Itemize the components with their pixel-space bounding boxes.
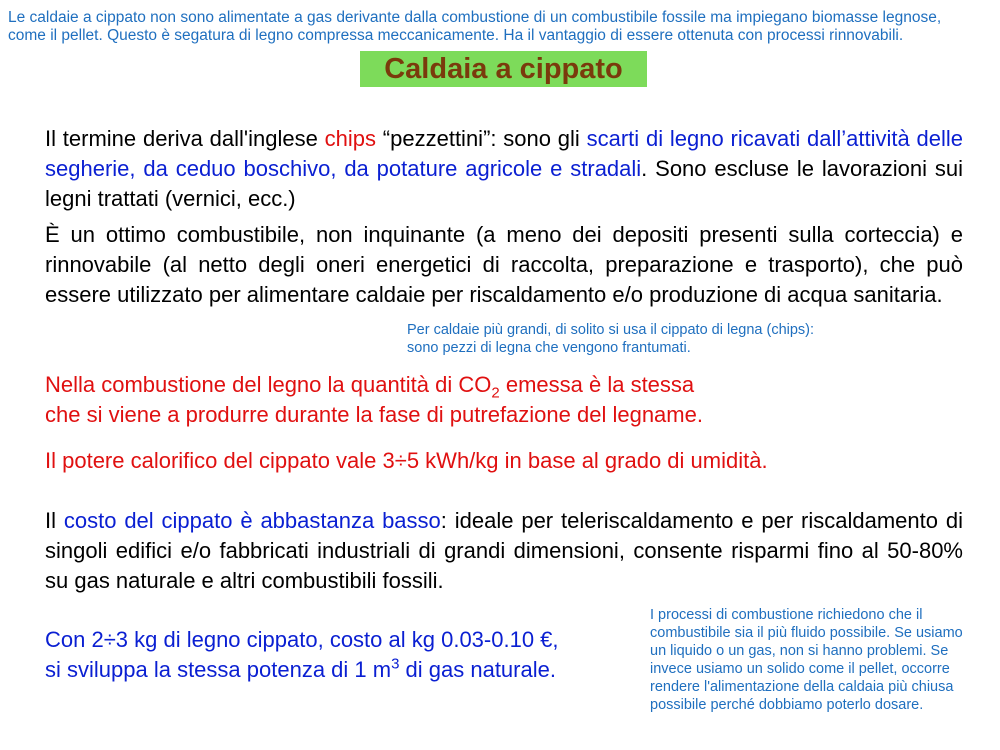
- chips-term: chips: [324, 126, 376, 151]
- co2-subscript: 2: [491, 384, 500, 402]
- intro-note: Le caldaie a cippato non sono alimentate a gas derivante dalla combustione di un combustibile fossile ma impiegano biomasse legnose, come il pellet. Questo è segatura di legno compressa meccanicamente. Ha il vantaggio di essere ottenuta con processi rinnovabili.: [8, 9, 942, 44]
- definition-middle: “pezzettini”: sono gli: [376, 126, 587, 151]
- definition-end: . Sono escluse le lavorazioni sui legni trattati (vernici, ecc.): [45, 156, 963, 211]
- co2-line2: che si viene a produrre durante la fase di putrefazione del legname.: [45, 402, 703, 427]
- co2-line1-b: emessa è la stessa: [499, 372, 695, 397]
- cost-intro: Il: [45, 508, 64, 533]
- page-title: Caldaia a cippato: [360, 51, 647, 87]
- equivalence-line2-b: di gas naturale.: [399, 657, 556, 682]
- cost-highlight: costo del cippato è abbastanza basso: [63, 508, 441, 533]
- paragraph-heating-value: Il potere calorifico del cippato vale 3÷5 kWh/kg in base al grado di umidità.: [45, 448, 768, 473]
- wood-sources: scarti di legno ricavati dall’attività delle segherie, da ceduo boschivo, da potature agricole e stradali: [45, 126, 964, 181]
- side-note-combustion: I processi di combustione richiedono che il combustibile sia il più fluido possibile. Se usiamo un liquido o un gas, non si hanno problemi. Se invece usiamo un solido come il pellet, occorre rendere l'alimentazione della caldaia più chiusa possibile perché dobbiamo poterlo dosare.: [650, 607, 963, 713]
- paragraph-cost: [45, 506, 963, 596]
- paragraph-qualities: [45, 220, 963, 310]
- side-note-chips: Per caldaie più grandi, di solito si usa il cippato di legna (chips): sono pezzi di legna che vengono frantumati.: [407, 322, 815, 356]
- equivalence-line1: Con 2÷3 kg di legno cippato, costo al kg 0.03-0.10 €,: [45, 627, 559, 652]
- paragraph-co2: [45, 370, 963, 430]
- paragraph-equivalence: [45, 625, 645, 685]
- qualities-text: È un ottimo combustibile, non inquinante (a meno dei depositi presenti sulla corteccia) e rinnovabile (al netto degli oneri energetici di raccolta, preparazione e trasporto), che può essere utilizzato per alimentare caldaie per riscaldamento e/o produzione di acqua sanitaria.: [45, 222, 963, 307]
- co2-line1-a: Nella combustione del legno la quantità di CO: [45, 372, 492, 397]
- equivalence-line2-a: si sviluppa la stessa potenza di 1 m: [45, 657, 392, 682]
- paragraph-definition: [45, 124, 963, 214]
- cubic-superscript: 3: [391, 655, 400, 673]
- cost-details: : ideale per teleriscaldamento e per riscaldamento di singoli edifici e/o fabbricati industriali di grandi dimensioni, consente risparmi fino al 50-80% su gas naturale e altri combustibili fossili.: [45, 508, 963, 593]
- definition-intro: Il termine deriva dall'inglese: [45, 126, 325, 151]
